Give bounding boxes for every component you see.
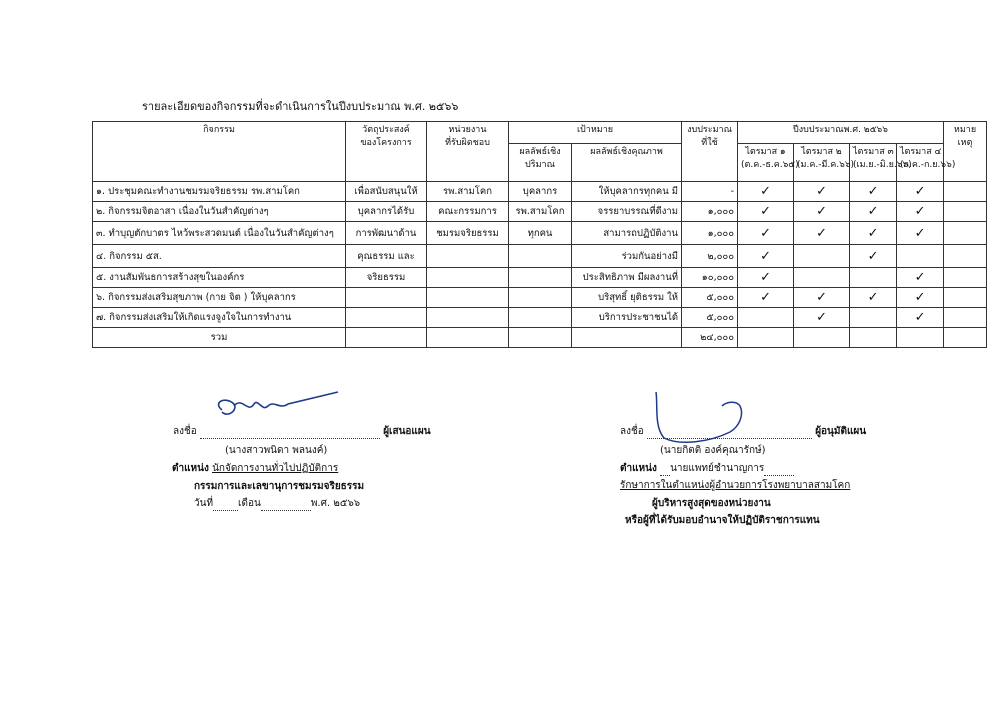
check-icon: ✓ <box>760 270 771 285</box>
check-icon: ✓ <box>760 248 771 264</box>
header-objective: วัตถุประสงค์ ของโครงการ <box>346 122 427 182</box>
left-position: ตำแหน่ง นักจัดการงานทั่วไปปฏิบัติการ <box>172 463 339 474</box>
objective-cell: บุคลากรได้รับ <box>346 202 427 222</box>
right-delegate: หรือผู้ที่ได้รับมอบอำนาจให้ปฏิบัติราชการแทน <box>625 515 820 526</box>
unit-cell <box>427 245 509 268</box>
right-sign-line: ลงชื่อ ผู้อนุมัติแผน <box>620 426 867 437</box>
left-committee: กรรมการและเลขานุการชมรมจริยธรรม <box>194 481 365 492</box>
check-icon: ✓ <box>760 184 771 199</box>
table-row <box>93 308 987 328</box>
activity-plan-table <box>92 121 987 348</box>
total-label: รวม <box>93 328 346 348</box>
check-icon: ✓ <box>867 204 879 219</box>
table-row <box>93 182 987 202</box>
quality-cell: จรรยาบรรณที่ดีงาม <box>572 202 682 222</box>
quarter-2-cell <box>794 288 850 308</box>
header-target-quantity: ผลลัพธ์เชิง ปริมาณ <box>509 144 572 182</box>
check-icon: ✓ <box>867 248 879 264</box>
left-sign-line: ลงชื่อ ผู้เสนอแผน <box>173 426 431 437</box>
budget-cell: ๒,๐๐๐ <box>682 245 738 268</box>
quarter-3-cell <box>850 245 897 268</box>
quarter-2-cell <box>794 308 850 328</box>
budget-cell: - <box>682 182 738 202</box>
right-position: ตำแหน่ง นายแพทย์ชำนาญการ <box>620 461 794 476</box>
header-target: เป้าหมาย <box>509 122 682 144</box>
document-title: รายละเอียดของกิจกรรมที่จะดำเนินการในปีงบประมาณ พ.ศ. ๒๕๖๖ <box>142 100 459 113</box>
header-quarter-4: ไตรมาส ๔ (ก.ค.-ก.ย.๖๖) <box>897 144 944 182</box>
left-handwritten-signature <box>208 388 348 428</box>
header-budget: งบประมาณ ที่ใช้ <box>682 122 738 182</box>
remark-cell <box>944 288 987 308</box>
quality-cell: บริสุทธิ์ ยุติธรรม ให้ <box>572 288 682 308</box>
quantity-cell: ทุกคน <box>509 222 572 245</box>
activity-cell: ๑. ประชุมคณะทำงานชมรมจริยธรรม รพ.สามโคก <box>93 182 346 202</box>
unit-cell <box>427 268 509 288</box>
quantity-cell <box>509 268 572 288</box>
quarter-1-cell <box>738 202 794 222</box>
objective-cell: คุณธรรม และ <box>346 245 427 268</box>
check-icon: ✓ <box>914 310 926 325</box>
quarter-4-cell <box>897 245 944 268</box>
quarter-4-cell <box>897 182 944 202</box>
quarter-2-cell <box>794 245 850 268</box>
table-row <box>93 245 987 268</box>
activity-cell: ๓. ทำบุญตักบาตร ไหว้พระสวดมนต์ เนื่องในวันสำคัญต่างๆ <box>93 222 346 245</box>
check-icon: ✓ <box>914 290 926 305</box>
remark-cell <box>944 245 987 268</box>
remark-cell <box>944 182 987 202</box>
objective-cell: เพื่อสนับสนุนให้ <box>346 182 427 202</box>
total-budget: ๒๔,๐๐๐ <box>682 328 738 348</box>
right-name: (นายกิตติ องค์คุณารักษ์) <box>660 445 766 456</box>
header-activity: กิจกรรม <box>93 122 346 182</box>
quarter-2-cell <box>794 268 850 288</box>
quarter-4-cell <box>897 268 944 288</box>
check-icon: ✓ <box>816 184 827 199</box>
remark-cell <box>944 202 987 222</box>
activity-cell: ๒. กิจกรรมจิตอาสา เนื่องในวันสำคัญต่างๆ <box>93 202 346 222</box>
right-acting-position: รักษาการในตำแหน่งผู้อำนวยการโรงพยาบาลสามโคก <box>620 480 851 491</box>
check-icon: ✓ <box>914 225 926 241</box>
quarter-1-cell <box>738 182 794 202</box>
table-row <box>93 268 987 288</box>
quarter-4-cell <box>897 222 944 245</box>
quality-cell: ให้บุคลากรทุกคน มี <box>572 182 682 202</box>
header-quarter-1: ไตรมาส ๑ (ต.ค.-ธ.ค.๖๕) <box>738 144 794 182</box>
objective-cell <box>346 288 427 308</box>
quantity-cell <box>509 288 572 308</box>
objective-cell: จริยธรรม <box>346 268 427 288</box>
quarter-3-cell <box>850 222 897 245</box>
right-executive: ผู้บริหารสูงสุดของหน่วยงาน <box>652 498 771 509</box>
quantity-cell: รพ.สามโคก <box>509 202 572 222</box>
table-row <box>93 202 987 222</box>
budget-cell: ๑,๐๐๐ <box>682 222 738 245</box>
quarter-1-cell <box>738 288 794 308</box>
quarter-2-cell <box>794 182 850 202</box>
check-icon: ✓ <box>816 290 827 305</box>
quarter-1-cell <box>738 268 794 288</box>
table-row <box>93 222 987 245</box>
quality-cell: ประสิทธิภาพ มีผลงานที่ <box>572 268 682 288</box>
activity-cell: ๖. กิจกรรมส่งเสริมสุขภาพ (กาย จิต ) ให้บุคลากร <box>93 288 346 308</box>
quarter-4-cell <box>897 308 944 328</box>
quarter-2-cell <box>794 202 850 222</box>
remark-cell <box>944 308 987 328</box>
header-fiscal-year: ปีงบประมาณพ.ศ. ๒๕๖๖ <box>738 122 944 144</box>
check-icon: ✓ <box>760 204 771 219</box>
left-date: วันที่ เดือน พ.ศ. ๒๕๖๖ <box>194 498 361 509</box>
budget-cell: ๑๐,๐๐๐ <box>682 268 738 288</box>
objective-cell <box>346 308 427 328</box>
objective-cell: การพัฒนาด้าน <box>346 222 427 245</box>
table-body <box>93 182 987 328</box>
quarter-1-cell <box>738 245 794 268</box>
left-name: (นางสาวพนิดา พลนงค์) <box>225 445 328 456</box>
quantity-cell: บุคลากร <box>509 182 572 202</box>
quarter-1-cell <box>738 222 794 245</box>
quality-cell: บริการประชาชนได้ <box>572 308 682 328</box>
header-quarter-2: ไตรมาส ๒ (ม.ค.-มี.ค.๖๖) <box>794 144 850 182</box>
remark-cell <box>944 268 987 288</box>
activity-cell: ๔. กิจกรรม ๕ส. <box>93 245 346 268</box>
quarter-3-cell <box>850 308 897 328</box>
quarter-2-cell <box>794 222 850 245</box>
header-quarter-3: ไตรมาส ๓ (เม.ย.-มิ.ย.๖๖) <box>850 144 897 182</box>
quality-cell: สามารถปฏิบัติงาน <box>572 222 682 245</box>
header-target-quality: ผลลัพธ์เชิงคุณภาพ <box>572 144 682 182</box>
activity-cell: ๗. กิจกรรมส่งเสริมให้เกิดแรงจูงใจในการทำงาน <box>93 308 346 328</box>
header-unit: หน่วยงาน ที่รับผิดชอบ <box>427 122 509 182</box>
quarter-3-cell <box>850 288 897 308</box>
quarter-3-cell <box>850 268 897 288</box>
unit-cell: รพ.สามโคก <box>427 182 509 202</box>
header-remark: หมาย เหตุ <box>944 122 987 182</box>
budget-cell: ๕,๐๐๐ <box>682 288 738 308</box>
quantity-cell <box>509 245 572 268</box>
check-icon: ✓ <box>914 204 926 219</box>
budget-cell: ๕,๐๐๐ <box>682 308 738 328</box>
quantity-cell <box>509 308 572 328</box>
check-icon: ✓ <box>760 290 771 305</box>
check-icon: ✓ <box>914 184 926 199</box>
unit-cell: คณะกรรมการ <box>427 202 509 222</box>
check-icon: ✓ <box>760 225 771 241</box>
quarter-4-cell <box>897 288 944 308</box>
activity-cell: ๕. งานสัมพันธการสร้างสุขในองค์กร <box>93 268 346 288</box>
quarter-3-cell <box>850 202 897 222</box>
budget-cell: ๑,๐๐๐ <box>682 202 738 222</box>
remark-cell <box>944 222 987 245</box>
unit-cell <box>427 288 509 308</box>
quarter-1-cell <box>738 308 794 328</box>
check-icon: ✓ <box>914 270 926 285</box>
quarter-3-cell <box>850 182 897 202</box>
unit-cell <box>427 308 509 328</box>
check-icon: ✓ <box>867 184 879 199</box>
check-icon: ✓ <box>816 310 827 325</box>
quarter-4-cell <box>897 202 944 222</box>
unit-cell: ชมรมจริยธรรม <box>427 222 509 245</box>
check-icon: ✓ <box>867 225 879 241</box>
check-icon: ✓ <box>816 225 827 241</box>
table-row <box>93 288 987 308</box>
check-icon: ✓ <box>867 290 879 305</box>
check-icon: ✓ <box>816 204 827 219</box>
quality-cell: ร่วมกันอย่างมี <box>572 245 682 268</box>
